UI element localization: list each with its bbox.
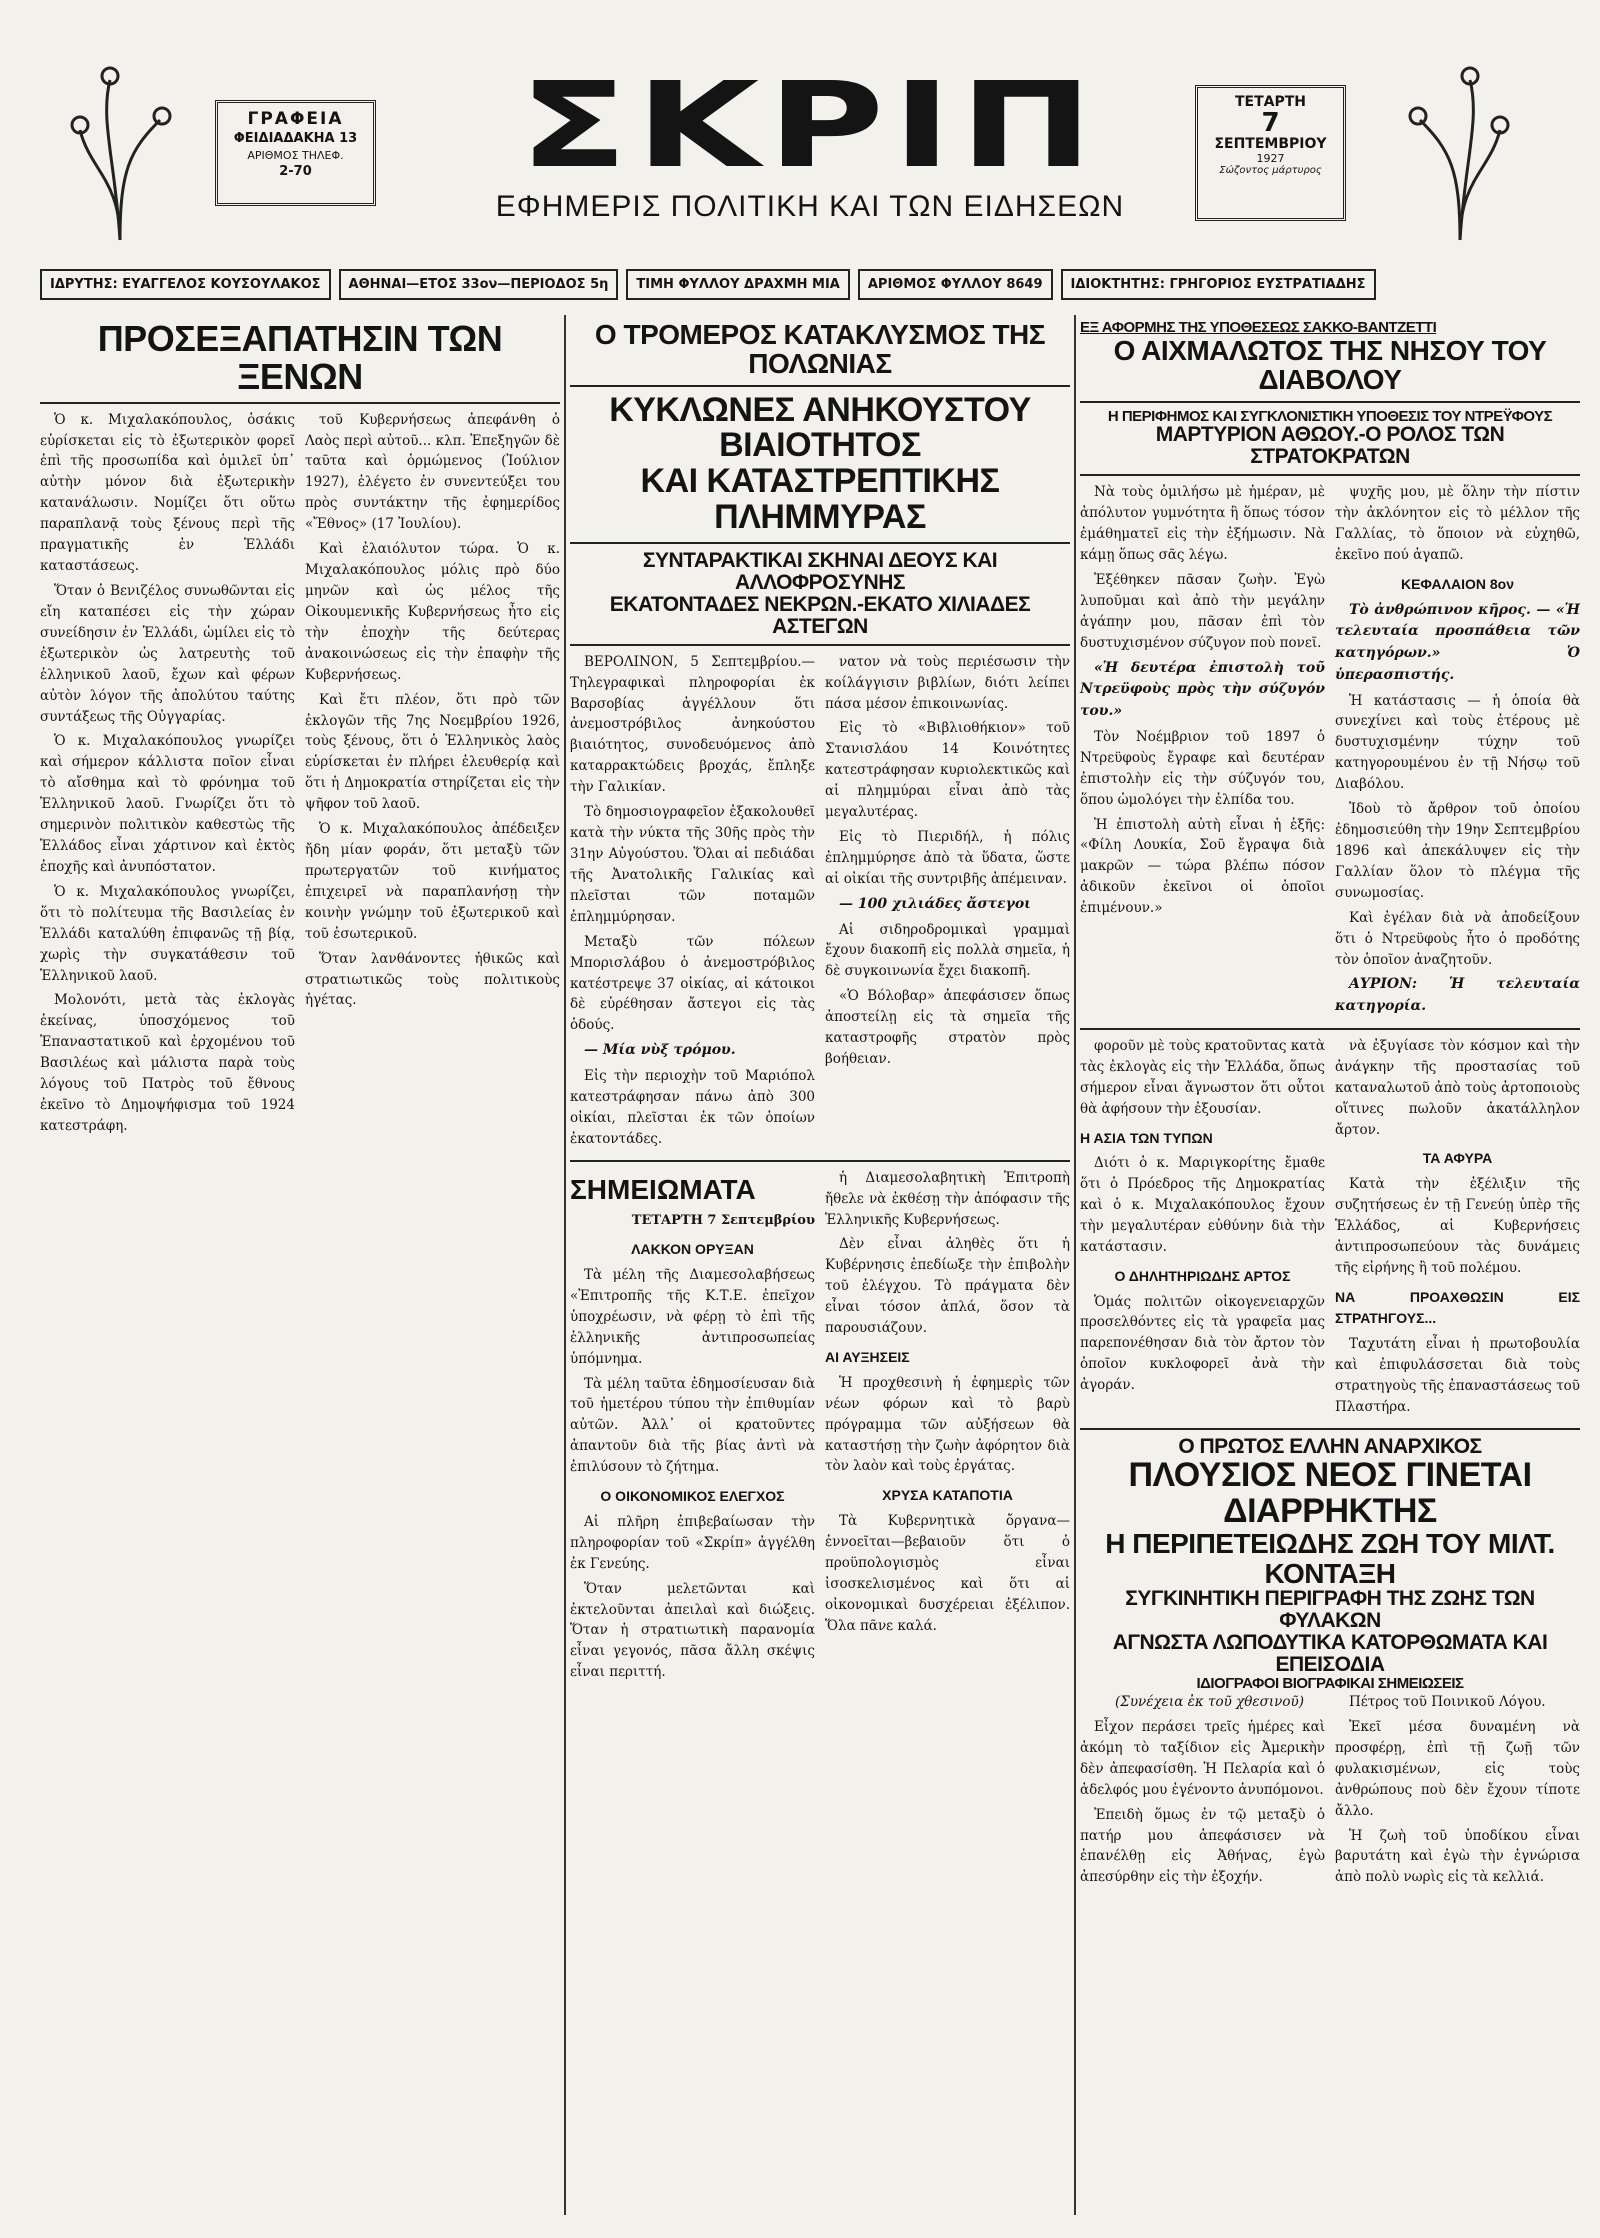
phone-number: 2-70: [279, 164, 312, 179]
brief-heading: ΤΑ ΑΦΥΡΑ: [1422, 1150, 1493, 1167]
paragraph: Τὸ δημοσιογραφεῖον ἐξακολουθεῖ κατὰ τὴν νύκτα τῆς 30ῆς πρὸς τὴν 31ην Αὐγούστου. Ὅλαι αἱ πεδιάδαι τῆς Ἀνατολικῆς Γαλικίας καὶ πλεῖσται τῶν ποταμῶν ἐπλημμύρησαν.: [570, 804, 815, 925]
paragraph: Εἰς τὸ Πιεριδήλ, ἡ πόλις ἐπλημμύρησε ἀπὸ τὰ ὕδατα, ὥστε αἱ οἰκίαι τῆς συντριβῆς ἀπέμειναν.: [825, 829, 1070, 887]
paragraph: Ἡ ζωὴ τοῦ ὑποδίκου εἶναι βαρυτάτη καὶ ἐγὼ τὴν ἐγνώρισα ἀπὸ πολὺ νωρὶς εἰς τὰ κελλιά.: [1335, 1827, 1580, 1886]
article-deck: ΣΥΝΤΑΡΑΚΤΙΚΑΙ ΣΚΗΝΑΙ ΔΕΟΥΣ ΚΑΙ ΑΛΛΟΦΡΟΣΥΝΗΣ: [642, 548, 998, 594]
article-kicker: Ο ΠΡΩΤΟΣ ΕΛΛΗΝ ΑΝΑΡΧΙΚΟΣ: [1178, 1434, 1482, 1458]
article-column-right: [1335, 1692, 1580, 1892]
notes-section: [570, 1168, 1070, 1688]
newspaper-logo: ΣΚΡΙΠ: [518, 56, 1102, 194]
paragraph: Ἐξέθηκεν πᾶσαν ζωὴν. Ἐγὼ λυποῦμαι καὶ ἀπὸ τὴν μεγάλην ἀγάπην μου, πᾶσαν ἐπὶ τὸν δυστυχισμένον σύζυγον ποὺ πονεῖ.: [1080, 572, 1325, 651]
paragraph: Εἰς τὸ «Βιβλιοθήκιον» τοῦ Στανισλάου 14 Κοινότητες κατεστράφησαν κυριολεκτικῶς καὶ αἱ πλημμύραι εἶναι ἀπὸ τὰς μεγαλυτέρας.: [825, 720, 1070, 821]
article-headline: Ο ΑΙΧΜΑΛΩΤΟΣ ΤΗΣ ΝΗΣΟΥ ΤΟΥ ΔΙΑΒΟΛΟΥ: [1113, 334, 1547, 396]
date-box: [1195, 85, 1346, 221]
paragraph: Ὅταν μελετῶνται καὶ ἐκτελοῦνται ἀπειλαὶ καὶ διώξεις. Ὅταν ἡ στρατιωτικὴ παρανομία εἶναι γεγονός, πᾶσα ἄλλη σκέψις εἶναι περιττή.: [570, 1580, 815, 1681]
notes-heading: ΑΙ ΑΥΞΗΣΕΙΣ: [825, 1349, 910, 1366]
founder: ΙΔΡΥΤΗΣ: ΕΥΑΓΓΕΛΟΣ ΚΟΥΣΟΥΛΑΚΟΣ: [40, 269, 331, 300]
date-month: ΣΕΠΤΕΜΒΡΙΟΥ: [1214, 136, 1327, 152]
paragraph: Δὲν εἶναι ἀληθὲς ὅτι ἡ Κυβέρνησις ἐπεδίωξε τὴν ἐπιβολὴν τοῦ ἐλέγχου. Τὸ πράγματα δὲν εἶναι τόσον ἁπλά, ὅσον τὰ παρουσιάζουν.: [825, 1236, 1070, 1337]
paragraph: Καὶ ἐγέλαν διὰ νὰ ἀποδείξουν ὅτι ὁ Ντρεϋφοὺς ἦτο ὁ προδότης τὸν ὁποῖον ἀναζητοῦν.: [1335, 909, 1580, 968]
paragraph: φοροῦν μὲ τοὺς κρατοῦντας κατὰ τὰς ἐκλογὰς εἰς τὴν Ἑλλάδα, ὅπως σήμερον εἶναι ἄγνωστον ὅτι οὗτοι θὰ ἀφήσουν τὴν ἐξουσίαν.: [1080, 1037, 1325, 1117]
paragraph: Διότι ὁ κ. Μαριγκορίτης ἔμαθε ὅτι ὁ Πρόεδρος τῆς Δημοκρατίας καὶ ὁ κ. Μιχαλακόπουλος ἔχουν τὴν μεγαλυτέραν εὐθύνην διὰ τὴν κατάστασιν.: [1080, 1155, 1325, 1255]
paragraph: ψυχῆς μου, μὲ ὅλην τὴν πίστιν τὴν ἀκλόνητον εἰς τὸ μέλλον τῆς Γαλλίας, τὸ ὅποιον νὰ εὐχηθῶ, ἐκεῖνο πού ἀγαπῶ.: [1335, 484, 1580, 564]
paragraph: νατον νὰ τοὺς περιέσωσιν τὴν κοίλάγγισιν βιβλίων, διότι λείπει πάσα μέσον ἐπικοινωνίας.: [825, 653, 1070, 712]
paragraph: Ὅταν λανθάνοντες ἠθικῶς καὶ στρατιωτικῶς τοὺς πολιτικοὺς ἡγέτας.: [305, 950, 560, 1009]
brief-heading: Ο ΔΗΛΗΤΗΡΙΩΔΗΣ ΑΡΤΟΣ: [1114, 1267, 1291, 1284]
brief-heading: Η ΑΣΙΑ ΤΩΝ ΤΥΠΩΝ: [1080, 1129, 1213, 1146]
ornament-right-icon: [1400, 60, 1520, 250]
offices-label: ΓΡΑΦΕΙΑ: [247, 109, 344, 129]
notes-title: ΣΗΜΕΙΩΜΑΤΑ: [570, 1173, 756, 1205]
article-kicker: ΕΞ ΑΦΟΡΜΗΣ ΤΗΣ ΥΠΟΘΕΣΕΩΣ ΣΑΚΚΟ-ΒΑΝΤΖΕΤΤΙ: [1080, 319, 1437, 336]
notes-date: ΤΕΤΑΡΤΗ 7 Σεπτεμβρίου: [631, 1213, 815, 1229]
article-body: [570, 652, 1070, 1154]
paragraph: Κατὰ τὴν ἐξέλιξιν τῆς συζητήσεως ἐν τῇ Γενεύῃ ὑπὲρ τῆς Ἑλλάδος, αἱ Κυβερνήσεις ἀντιπροσωπεύουν τὰς δυνάμεις τῆς εἰρήνης ἢ τοῦ πολέμου.: [1335, 1176, 1580, 1276]
continuation-note: (Συνέχεια ἐκ τοῦ χθεσινοῦ): [1115, 1693, 1304, 1710]
rule: [1080, 1028, 1580, 1030]
article-headline: ΠΡΟΣΕΞΑΠΑΤΗΣΙΝ ΤΩΝ ΞΕΝΩΝ: [97, 318, 503, 397]
article-column-left: [1080, 1692, 1325, 1892]
phone-label: ΑΡΙΘΜΟΣ ΤΗΛΕΦ.: [247, 149, 344, 162]
paragraph: Ὅταν ὁ Βενιζέλος συνωθῶνται εἰς εἴη καταπέσει εἰς τὴν χώραν συνείδησιν ἐν Ἑλλάδι, ὡμίλει εἰς τὸ ἐξωτερικὸν ὡς λατρευτὴς τοῦ ἑλληνικοῦ λαοῦ, ἔχων καὶ φέρων αὐτὸν λόγον τῆς ἀπολύτου ταύτης συντάξεως τῆς Οὐγγαρίας.: [40, 582, 295, 725]
paragraph: Αἱ πλῆρη ἐπιβεβαίωσαν τὴν πληροφορίαν τοῦ «Σκρίπ» ἀγγέλθη ἐκ Γενεύης.: [570, 1513, 815, 1572]
notes-column-right: [825, 1168, 1070, 1688]
article-body: [1080, 1692, 1580, 1892]
paragraph: Μολονότι, μετὰ τὰς ἐκλογὰς ἐκείνας, ὑποσχόμενος τοῦ Ἐπαναστατικοῦ καὶ ἐρχομένου τοῦ Βασιλέως καὶ μάλιστα παρὰ τοὺς λόγους τοῦ Πατρὸς τοῦ ἔθνους ἐκεῖνο τὸ Δημοψήφισμα τοῦ 1924 κατεστράφη.: [40, 992, 295, 1135]
notes-heading: ΛΑΚΚΟΝ ΟΡΥΞΑΝ: [631, 1241, 754, 1258]
article-column-left: [570, 652, 815, 1154]
paragraph: Ταχυτάτη εἶναι ἡ πρωτοβουλία καὶ ἐπιφυλάσσεται διὰ τοὺς στρατηγοὺς τῆς ἐπαναστάσεως τοῦ Πλαστήρα.: [1335, 1336, 1580, 1415]
paragraph: Ἰδοὺ τὸ ἄρθρον τοῦ ὁποίου ἐδημοσιεύθη τὴν 19ην Σεπτεμβρίου 1896 καὶ ἀπεκάλυψεν εἰς τὴν Γαλλίαν ὅλον τὸ πλέγμα τῆς συνωμοσίας.: [1335, 801, 1580, 901]
article-deck: ΕΚΑΤΟΝΤΑΔΕΣ ΝΕΚΡΩΝ.-ΕΚΑΤΟ ΧΙΛΙΑΔΕΣ ΑΣΤΕΓΩΝ: [609, 592, 1031, 638]
article-headline: ΠΛΟΥΣΙΟΣ ΝΕΟΣ ΓΙΝΕΤΑΙ ΔΙΑΡΡΗΚΤΗΣ: [1128, 1455, 1532, 1530]
rule: [570, 542, 1070, 544]
subheading: «Ἡ δευτέρα ἐπιστολὴ τοῦ Ντρεϋφοὺς πρὸς τὴν σύζυγόν του.»: [1080, 659, 1325, 720]
paragraph: ἡ Διαμεσολαβητικὴ Ἐπιτροπὴ ἤθελε νὰ ἐκθέσῃ τὴν ἀπόφασιν τῆς Ἑλληνικῆς Κυβερνήσεως.: [825, 1169, 1070, 1228]
article-headline: ΚΥΚΛΩΝΕΣ ΑΝΗΚΟΥΣΤΟΥ ΒΙΑΙΟΤΗΤΟΣ: [609, 390, 1031, 465]
paragraph: Πέτρος τοῦ Ποινικοῦ Λόγου.: [1349, 1693, 1546, 1710]
article-body: [1080, 482, 1580, 1021]
paragraph: Εἶχον περάσει τρεῖς ἡμέρες καὶ ἀκόμη τὸ ταξίδιον εἰς Ἀμερικὴν δὲν ἀπεφασίσθη. Ἡ Πελαρία καὶ ὁ ἀδελφός μου ἐγένοντο ἀνυπόμονοι.: [1080, 1718, 1325, 1798]
subheading: Τὸ ἀνθρώπινον κῆρος. — «Ἡ τελευταία προσπάθεια τῶν κατηγόρων.» Ὁ ὑπερασπιστής.: [1335, 601, 1580, 683]
rule: [570, 1160, 1070, 1162]
paragraph: Νὰ τοὺς ὁμιλήσω μὲ ἡμέραν, μὲ ἀπόλυτον γυμνότητα ἢ ὅπως τόσον ἐμάθηματεῖ εἰς τὴν ἐξήμωσιν. Νὰ κάμῃ ὅπως σᾶς λέγω.: [1080, 484, 1325, 564]
article-deck: ΣΥΓΚΙΝΗΤΙΚΗ ΠΕΡΙΓΡΑΦΗ ΤΗΣ ΖΩΗΣ ΤΩΝ ΦΥΛΑΚΩΝ: [1125, 1587, 1535, 1633]
notes-heading: Ο ΟΙΚΟΝΟΜΙΚΟΣ ΕΛΕΓΧΟΣ: [600, 1488, 785, 1505]
article-deck: ΑΓΝΩΣΤΑ ΛΩΠΟΔΥΤΙΚΑ ΚΑΤΟΡΘΩΜΑΤΑ ΚΑΙ ΕΠΕΙΣΟΔΙΑ: [1112, 1631, 1548, 1677]
paragraph: Ἡ κατάστασις — ἡ ὁποία θὰ συνεχίνει καὶ τοὺς ἐτέρους μὲ δυστυχισμένην τύχην τοῦ κατηγορουμένου ἐν τῇ Νήσῳ τοῦ Διαβόλου.: [1335, 692, 1580, 793]
column-3: [1080, 320, 1580, 1892]
price: ΤΙΜΗ ΦΥΛΛΟΥ ΔΡΑΧΜΗ ΜΙΑ: [626, 269, 849, 300]
tomorrow-note: ΑΥΡΙΟΝ: Ἡ τελευταία κατηγορία.: [1335, 976, 1580, 1015]
rule: [1080, 1428, 1580, 1430]
paragraph: Ὁ κ. Μιχαλακόπουλος γνωρίζει καὶ σήμερον κάλλιστα ποῖον εἶναι τὸ αἴσθημα καὶ τὸ φρόνημα τοῦ Ἑλληνικοῦ λαοῦ. Γνωρίζει ὅτι τὸ σημερινὸν πολιτικὸν καθεστὼς τῆς Ἑλλάδος εἶναι χάρτινον καὶ ἐκτὸς ἐποχῆς καὶ ἀνυπόστατον.: [40, 733, 295, 875]
newspaper-page: [40, 20, 1580, 2220]
notes-heading: ΧΡΥΣΑ ΚΑΤΑΠΟΤΙΑ: [882, 1487, 1013, 1504]
paragraph: νὰ ἐξυγίασε τὸν κόσμον καὶ τὴν ἀνάγκην τῆς προστασίας τοῦ καταναλωτοῦ ἀπὸ τοὺς ἀρτοποιοὺς οἵτινες πωλοῦν ἀκατάλληλον ἄρτον.: [1335, 1037, 1580, 1138]
date-day: ΤΕΤΑΡΤΗ: [1234, 94, 1307, 110]
info-bar: [40, 265, 1580, 303]
paragraph: Τὸν Νοέμβριον τοῦ 1897 ὁ Ντρεϋφοὺς ἔγραφε καὶ δευτέραν ἐπιστολὴν εἰς τὴν σύζυγόν του, ὅπου ὡμολόγει τὴν ἐλπίδα του.: [1080, 728, 1325, 808]
article-column-right: [305, 410, 560, 1141]
paragraph: Καὶ ἐλαιόλυτον τώρα. Ὁ κ. Μιχαλακόπουλος μόλις πρὸ δύο μηνῶν καὶ ὡς μέλος τῆς Οἰκουμενικῆς Κυβερνήσεως ἦτο εἰς τὴν ἐποχὴν τῆς δεύτερας ἀνακοινώσεως εἰς τὴν ἐπαφὴν τῆς Κυβερνήσεως.: [305, 541, 560, 683]
article-column-right: [1335, 482, 1580, 1021]
article-deck: ΜΑΡΤΥΡΙΟΝ ΑΘΩΟΥ.-Ο ΡΟΛΟΣ ΤΩΝ ΣΤΡΑΤΟΚΡΑΤΩΝ: [1155, 423, 1505, 469]
offices-box: [215, 100, 376, 206]
column-1: [40, 320, 560, 1141]
paragraph: Ὁ κ. Μιχαλακόπουλος ἀπέδειξεν ἤδη μίαν φοράν, ὅτι μεταξὺ τῶν πρωτεργατῶν τοῦ κινήματος ἐπιχειρεῖ νὰ παραπλανήσῃ τὴν κοινὴν γνώμην τοῦ ἐξωτερικοῦ καὶ τοῦ ἐσωτερικοῦ.: [305, 821, 560, 942]
article-headline: Η ΠΕΡΙΠΕΤΕΙΩΔΗΣ ΖΩΗ ΤΟΥ ΜΙΛΤ. ΚΟΝΤΑΞΗ: [1105, 1528, 1555, 1589]
paragraph: «Ὁ Βόλοβαρ» ἀπεφάσισεν ὅπως ἀποστείλῃ εἰς τὰ σημεῖα τῆς καταστροφῆς στρατὸν πρὸς βοήθειαν.: [825, 988, 1070, 1068]
masthead: [40, 40, 1580, 260]
article-deck: Η ΠΕΡΙΦΗΜΟΣ ΚΑΙ ΣΥΓΚΛΟΝΙΣΤΙΚΗ ΥΠΟΘΕΣΙΣ ΤΟΥ ΝΤΡΕΫΦΟΥΣ: [1107, 407, 1553, 425]
rule: [570, 644, 1070, 646]
column-divider: [564, 315, 566, 2215]
owner: ΙΔΙΟΚΤΗΤΗΣ: ΓΡΗΓΟΡΙΟΣ ΕΥΣΤΡΑΤΙΑΔΗΣ: [1061, 269, 1376, 300]
paragraph: Εἰς τὴν περιοχὴν τοῦ Μαριόπολ κατεστράφησαν πάνω ἀπὸ 300 οἰκίαι, πλεῖσται ἐκ τῶν ὁποίων ἐκατοντάδες.: [570, 1068, 815, 1147]
article-deck: ΙΔΙΟΓΡΑΦΟΙ ΒΙΟΓΡΑΦΙΚΑΙ ΣΗΜΕΙΩΣΕΙΣ: [1196, 1675, 1464, 1693]
paragraph: Τὰ μέλη ταῦτα ἐδημοσίευσαν διὰ τοῦ ἡμετέρου τύπου τὴν ἐπιθυμίαν αὐτῶν. Ἀλλ᾽ οἱ κρατοῦντες ἀπαντοῦν διὰ τῆς βίας ἀντὶ νὰ ἐπιλύσουν τὸ ζήτημα.: [570, 1375, 815, 1476]
offices-address: ΦΕΙΔΙΑΔΑΚΗΑ 13: [233, 131, 358, 146]
paragraph: Ἡ προχθεσινὴ ἡ ἐφημερὶς τῶν νέων φόρων καὶ τὸ βαρὺ πρόγραμμα τῶν αὐξήσεων θὰ καταστήσῃ τὴν ζωὴν ἀφόρητον διὰ τὸν λαὸν καὶ τοὺς ἐργάτας.: [825, 1374, 1070, 1475]
rule: [570, 385, 1070, 387]
article-kicker: Ο ΤΡΟΜΕΡΟΣ ΚΑΤΑΚΛΥΣΜΟΣ ΤΗΣ ΠΟΛΩΝΙΑΣ: [594, 319, 1046, 380]
paragraph: τοῦ Κυβερνήσεως ἀπεφάνθη ὁ Λαὸς περὶ αὐτοῦ... κλπ. Ἐπεξηγῶν δὲ ταῦτα καὶ ὁρμώμενος (Ἰούλιον 1927), ἐλέγετο ἐν συνεντεύξει του πρὸς συντάκτην τῆς ἐφημερίδος «Ἔθνος» (17 Ἰουλίου).: [305, 411, 560, 533]
briefs-column-right: [1335, 1036, 1580, 1422]
column-divider: [1074, 315, 1076, 2215]
paragraph: Τὰ μέλη τῆς Διαμεσολαβήσεως «Ἐπιτροπῆς τῆς Κ.Τ.Ε. ἐπεῖχον ὑποχρέωσιν, νὰ φέρῃ τὸ ἐπὶ τῆς ἑλληνικῆς ἀντιπροσωπείας ὑπόμνημα.: [570, 1266, 815, 1367]
rule: [40, 402, 560, 404]
issue-number: ΑΡΙΘΜΟΣ ΦΥΛΛΟΥ 8649: [858, 269, 1053, 300]
notes-column-left: [570, 1168, 815, 1688]
rule: [1080, 401, 1580, 403]
edition: ΑΘΗΝΑΙ—ΕΤΟΣ 33ον—ΠΕΡΙΟΔΟΣ 5η: [339, 269, 619, 300]
brief-heading: ΝΑ ΠΡΟΑΧΘΩΣΙΝ ΕΙΣ ΣΤΡΑΤΗΓΟΥΣ...: [1335, 1288, 1580, 1327]
paragraph: ΒΕΡΟΛΙΝΟΝ, 5 Σεπτεμβρίου.—Τηλεγραφικαὶ πληροφορίαι ἐκ Βαρσοβίας ἀγγέλλουν ὅτι ἀνεμοστρόβιλος ἀνηκούστου βιαιότητος, συνοδευόμενος ἀπὸ καταρρακτώδεις βροχάς, ἔπληξε τὴν Γαλικίαν.: [570, 653, 815, 796]
ornament-left-icon: [60, 60, 180, 250]
paragraph: Ἐπειδὴ ὅμως ἐν τῷ μεταξὺ ὁ πατήρ μου ἀπεφάσισεν νὰ ἐπανέλθῃ εἰς Ἀθήνας, ἐγὼ ἀπεσύρθην εἰς τὴν ἐξοχήν.: [1080, 1806, 1325, 1886]
newspaper-subtitle: ΕΦΗΜΕΡΙΣ ΠΟΛΙΤΙΚΗ ΚΑΙ ΤΩΝ ΕΙΔΗΣΕΩΝ: [495, 190, 1125, 223]
paragraph: Ἐκεῖ μέσα δυναμένη νὰ προσφέρῃ, ἐπὶ τῇ ζωῇ τῶν φυλακισμένων, εἰς τοὺς ἀνθρώπους ποὺ δὲν ἔχουν τίποτε ἄλλο.: [1335, 1718, 1580, 1819]
article-body: [40, 410, 560, 1141]
subheading: — 100 χιλιάδες ἄστεγοι: [839, 895, 1031, 912]
column-2: [570, 320, 1070, 1687]
paragraph: Ὁμάς πολιτῶν οἰκογενειαρχῶν προσελθόντες εἰς τὰ γραφεῖα μας παρεπονέθησαν διὰ τὸν ἄρτον τὸν ὁποῖον κυκλοφορεῖ ἀνὰ τὴν ἀγοράν.: [1080, 1293, 1325, 1394]
article-column-left: [1080, 482, 1325, 1021]
paragraph: Αἱ σιδηροδρομικαὶ γραμμαὶ ἔχουν διακοπῆ εἰς πολλὰ σημεῖα, ἡ δὲ συγκοινωνία ἔχει διακοπῆ.: [825, 921, 1070, 980]
briefs-column-left: [1080, 1036, 1325, 1422]
chapter-heading: ΚΕΦΑΛΑΙΟΝ 8ον: [1400, 576, 1515, 593]
article-column-right: [825, 652, 1070, 1154]
rule: [1080, 474, 1580, 476]
paragraph: Μεταξὺ τῶν πόλεων Μπορισλάβου ὁ ἀνεμοστρόβιλος κατέστρεψε 37 οἰκίας, αἱ κάτοικοι δὲ εὑρέθησαν ἄστεγοι εἰς τὰς ὁδούς.: [570, 933, 815, 1034]
paragraph: Ἡ ἐπιστολὴ αὐτὴ εἶναι ἡ ἑξῆς: «Φίλη Λουκία, Σοῦ ἔγραψα διὰ μακρῶν — τώρα βλέπω πόσον ἀδικοῦν ἐκεῖνοι οἱ ὁποῖοι ἐπιμένουν.»: [1080, 816, 1325, 917]
article-column-left: [40, 410, 295, 1141]
date-year: 1927: [1256, 152, 1285, 165]
subheading: — Μία νὺξ τρόμου.: [584, 1042, 736, 1059]
paragraph: Ὁ κ. Μιχαλακόπουλος, ὁσάκις εὑρίσκεται εἰς τὸ ἐξωτερικὸν φορεῖ ἐπὶ τῆς προσωπίδα καὶ ὁμιλεῖ ὑπ᾽ αὐτὴν μόνον διὰ ἐξωτερικὴν κατανάλωσιν. Νομίζει ὅτι οὕτω παραπλανᾷ τοὺς ξένους περὶ τῆς πραγματικῆς ἐν Ἑλλάδι καταστάσεως.: [40, 411, 295, 575]
paragraph: Τὰ Κυβερνητικὰ ὄργανα—ἐννοεῖται—βεβαιοῦν ὅτι ὁ προϋπολογισμὸς εἶναι ἰσοσκελισμένος καὶ ὅτι αἱ οἰκονομικαὶ δυσχέρειαι ἐξέλιπον. Ὅλα πᾶνε καλά.: [825, 1513, 1070, 1634]
date-number: 7: [1261, 108, 1280, 138]
article-headline: ΚΑΙ ΚΑΤΑΣΤΡΕΠΤΙΚΗΣ ΠΛΗΜΜΥΡΑΣ: [640, 462, 1000, 536]
briefs-section: [1080, 1036, 1580, 1422]
date-saint: Σώζοντος μάρτυρος: [1219, 165, 1322, 176]
paragraph: Καὶ ἔτι πλέον, ὅτι πρὸ τῶν ἐκλογῶν τῆς 7ης Νοεμβρίου 1926, τοὺς ξένους, ὅτι ὁ Ἑλληνικὸς λαὸς εὑρίσκεται ἐν πλήρει ἐλευθερίᾳ καὶ ὅτι ἡ Δημοκρατία στηρίζεται εἰς τὴν ψῆφον τοῦ λαοῦ.: [305, 691, 560, 813]
paragraph: Ὁ κ. Μιχαλακόπουλος γνωρίζει, ὅτι τὸ πολίτευμα τῆς Βασιλείας ἐν Ἑλλάδι καταλύθη ἐπιφανῶς τῇ βίᾳ, χωρὶς τὴν συγκατάθεσιν τοῦ Ἑλληνικοῦ λαοῦ.: [40, 883, 295, 984]
